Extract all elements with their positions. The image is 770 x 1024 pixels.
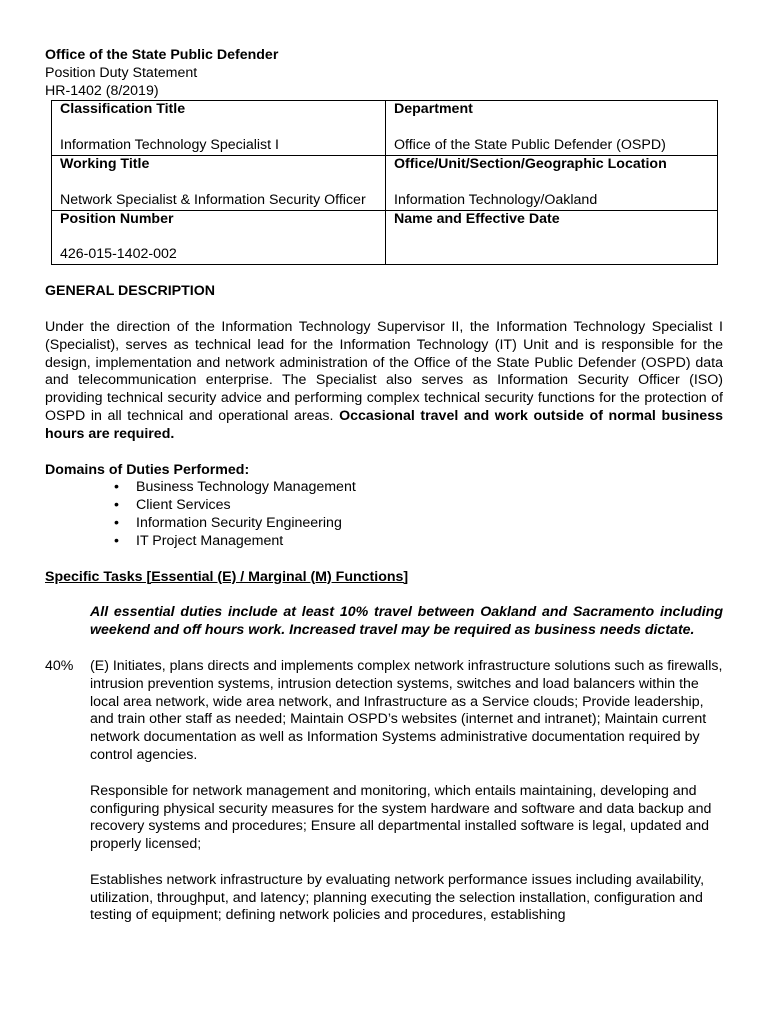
domain-item: • IT Project Management xyxy=(136,533,723,551)
position-number-cell xyxy=(52,210,386,265)
position-number-label: Position Number xyxy=(60,210,174,227)
name-date-label: Name and Effective Date xyxy=(394,210,560,227)
position-number-value: 426-015-1402-002 xyxy=(60,246,177,263)
location-value: Information Technology/Oakland xyxy=(394,191,598,208)
position-info-table xyxy=(51,100,718,265)
general-description xyxy=(45,319,723,444)
department-value: Office of the State Public Defender (OSPD) xyxy=(394,137,666,154)
classification-value: Information Technology Specialist I xyxy=(60,137,279,154)
task-block xyxy=(45,658,723,943)
general-description-body: Under the direction of the Information Technology Supervisor II, the Information Technology Specialist I (Specialist), serves as technical lead for the Information Technology (IT) Unit and is responsible for the design, implementation and network administration of the Office of the State Public Defender (OSPD) data and telecommunication enterprise. The Specialist also serves as Information Security Officer (ISO) providing technical security advice and performing complex technical security functions for the protection of OSPD in all technical and operational areas. xyxy=(45,318,723,424)
task-percent: 40% xyxy=(45,657,74,674)
department-cell xyxy=(386,101,718,156)
specific-tasks-heading: Specific Tasks [Essential (E) / Marginal (M) Functions] xyxy=(45,568,409,585)
name-date-value xyxy=(394,246,709,263)
domain-item: • Information Security Engineering xyxy=(136,515,723,533)
task-paragraph: Responsible for network management and monitoring, which entails maintaining, developing and configuring physical security measures for the system hardware and software and data backup and recovery systems and procedures; Ensure all departmental installed software is legal, updated and properly licensed; xyxy=(90,782,712,853)
organization-name: Office of the State Public Defender xyxy=(45,47,279,63)
department-label: Department xyxy=(394,101,473,118)
domains-heading: Domains of Duties Performed: xyxy=(45,461,250,478)
task-paragraph: Establishes network infrastructure by evaluating network performance issues including availability, utilization, throughput, and latency; planning executing the selection installation, configuration and testing of equipment; defining network policies and procedures, establishing xyxy=(90,871,705,924)
working-title-value: Network Specialist & Information Security Officer xyxy=(60,191,366,208)
form-number: HR-1402 (8/2019) xyxy=(45,82,159,99)
essential-duties-note: All essential duties include at least 10% travel between Oakland and Sacramento including weekend and off hours work. Increased travel may be required as business needs dictate. xyxy=(90,604,723,639)
working-title-label: Working Title xyxy=(60,155,150,172)
domain-item: • Client Services xyxy=(136,497,723,515)
classification-label: Classification Title xyxy=(60,101,186,118)
location-label: Office/Unit/Section/Geographic Location xyxy=(394,155,667,172)
general-description-heading: GENERAL DESCRIPTION xyxy=(45,283,216,300)
classification-cell xyxy=(52,101,386,156)
travel-note: Occasional travel and work outside of normal business hours are required. xyxy=(45,407,723,442)
document-page xyxy=(45,47,723,943)
task-paragraph: (E) Initiates, plans directs and implements complex network infrastructure solutions such as firewalls, intrusion prevention systems, intrusion detection systems, switches and load balancers within the local area network, wide area network, and Infrastructure as a Service clouds; Provide leadership, and train other staff as needed; Maintain OSPD’s websites (internet and intranet); Maintain current network documentation as well as Information Systems administrative documentation required by control agencies. xyxy=(90,657,723,763)
document-header xyxy=(45,47,723,100)
working-title-cell xyxy=(52,155,386,210)
location-cell xyxy=(386,155,718,210)
name-date-cell xyxy=(386,210,718,265)
domain-item: • Business Technology Management xyxy=(136,479,723,497)
document-type: Position Duty Statement xyxy=(45,64,198,81)
task-description xyxy=(90,658,723,943)
domains-list xyxy=(45,479,723,550)
